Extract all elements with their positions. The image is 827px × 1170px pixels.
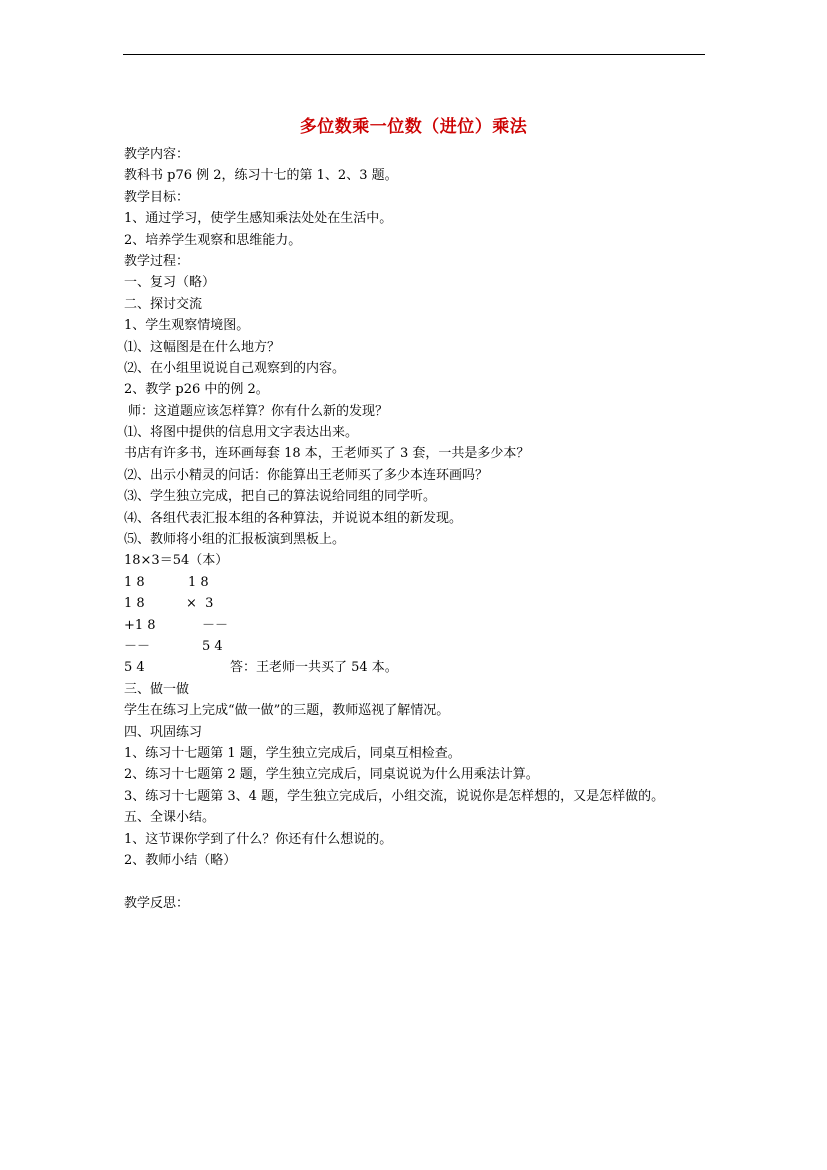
text-line: ⑸、教师将小组的汇报板演到黑板上。 [124, 532, 346, 548]
calc-row [124, 636, 724, 657]
document-body [124, 144, 724, 914]
section-heading: 四、巩固练习 [124, 724, 203, 740]
section-heading: 教学过程： [124, 253, 190, 269]
text-line: ⑵、出示小精灵的问话：你能算出王老师买了多少本连环画吗？ [124, 467, 489, 483]
calc-cell: × 3 [186, 596, 214, 612]
calc-row [124, 615, 724, 636]
calc-cell: －－ [202, 617, 229, 633]
equation-line: 18×3＝54（本） [124, 553, 229, 569]
text-line: 1、练习十七题第 1 题，学生独立完成后，同桌互相检查。 [124, 745, 461, 761]
document-title: 多位数乘一位数（进位）乘法 [299, 117, 528, 137]
text-line: ⑶、学生独立完成，把自己的算法说给同组的同学听。 [124, 489, 437, 505]
blank-line [124, 871, 724, 892]
section-heading: 教学内容： [124, 147, 190, 162]
answer-line: 答：王老师一共买了 54 本。 [230, 660, 398, 676]
text-line: ⑷、各组代表汇报本组的各种算法，并说说本组的新发现。 [124, 510, 463, 526]
calc-cell: 1 8 [124, 596, 145, 612]
text-line: 二、探讨交流 [124, 296, 203, 312]
text-line: 书店有许多书，连环画每套 18 本，王老师买了 3 套，一共是多少本？ [124, 446, 530, 462]
text-line: 2、培养学生观察和思维能力。 [124, 232, 302, 248]
calc-cell: 5 4 [202, 638, 223, 654]
text-line: ⑴、将图中提供的信息用文字表达出来。 [124, 425, 359, 441]
text-line: 1、学生观察情境图。 [124, 318, 250, 334]
calc-cell: －－ [124, 638, 151, 654]
calc-cell: 1 8 [188, 574, 209, 590]
text-line: 2、练习十七题第 2 题，学生独立完成后，同桌说说为什么用乘法计算。 [124, 767, 539, 783]
text-line: 一、复习（略） [124, 275, 216, 291]
section-heading: 教学反思： [124, 895, 190, 911]
calc-row [124, 657, 724, 678]
text-line: 学生在练习上完成“做一做”的三题，教师巡视了解情况。 [124, 703, 450, 719]
calc-cell: +1 8 [124, 617, 156, 633]
section-heading: 五、全课小结。 [124, 810, 216, 826]
text-line: 1、这节课你学到了什么？你还有什么想说的。 [124, 831, 393, 847]
calc-row [124, 572, 724, 593]
text-line: 2、教师小结（略） [124, 852, 237, 868]
calc-cell: 1 8 [124, 574, 145, 590]
calc-cell: 5 4 [124, 660, 145, 676]
section-heading: 三、做一做 [124, 681, 190, 697]
text-line: ⑴、这幅图是在什么地方？ [124, 339, 281, 355]
text-line: ⑵、在小组里说说自己观察到的内容。 [124, 360, 346, 376]
text-line: 师：这道题应该怎样算？你有什么新的发现？ [128, 403, 389, 419]
header-rule [123, 54, 705, 55]
text-line: 教科书 p76 例 2，练习十七的第 1、2、3 题。 [124, 168, 398, 184]
text-line: 1、通过学习，使学生感知乘法处处在生活中。 [124, 211, 393, 227]
section-heading: 教学目标： [124, 189, 190, 205]
text-line: 3、练习十七题第 3、4 题，学生独立完成后，小组交流，说说你是怎样想的，又是怎样做的。 [124, 788, 665, 804]
calc-row [124, 593, 724, 614]
text-line: 2、教学 p26 中的例 2。 [124, 382, 269, 398]
